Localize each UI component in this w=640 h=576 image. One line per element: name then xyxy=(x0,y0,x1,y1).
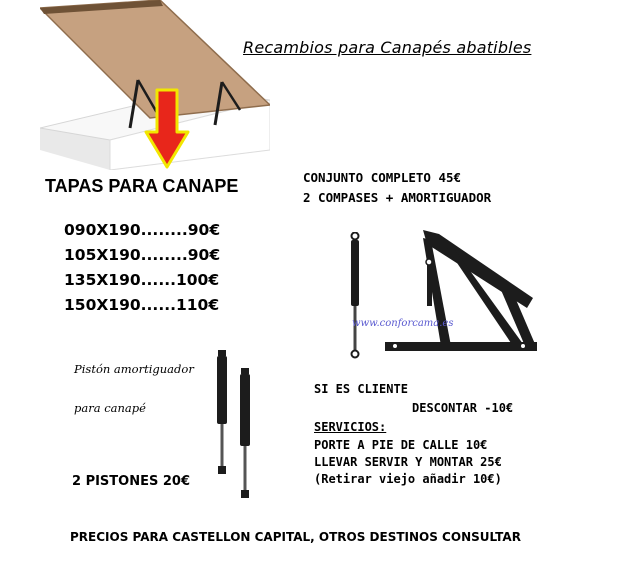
client-line-2: DESCONTAR -10€ xyxy=(412,401,514,415)
piston-right-icon xyxy=(236,368,254,500)
tapas-heading: TAPAS PARA CANAPE xyxy=(45,176,239,196)
down-arrow-icon xyxy=(144,88,190,170)
footer-note: PRECIOS PARA CASTELLON CAPITAL, OTROS DESTINOS CONSULTAR xyxy=(70,530,521,544)
service-item: (Retirar viejo añadir 10€) xyxy=(314,472,502,486)
price-item: 135X190......100€ xyxy=(64,271,220,289)
price-item: 090X190........90€ xyxy=(64,221,221,239)
kit-info xyxy=(303,168,491,208)
pistons-price: 2 PISTONES 20€ xyxy=(72,474,191,489)
piston-left-icon xyxy=(213,350,231,476)
services-heading: SERVICIOS: xyxy=(314,420,387,434)
price-item: 150X190......110€ xyxy=(64,296,220,314)
price-item: 105X190........90€ xyxy=(64,246,221,264)
watermark-text: www.conforcama.es xyxy=(352,318,454,329)
kit-line-1: CONJUNTO COMPLETO 45€ xyxy=(303,170,462,185)
kit-line-2: 2 COMPASES + AMORTIGUADOR xyxy=(303,190,492,205)
gas-strut-icon xyxy=(345,232,365,360)
client-line-1: SI ES CLIENTE xyxy=(314,382,408,396)
service-item: LLEVAR SERVIR Y MONTAR 25€ xyxy=(314,455,502,469)
piston-label: Pistón amortiguador xyxy=(74,362,194,376)
price-list xyxy=(64,218,220,318)
hinge-mechanism-icon xyxy=(383,228,543,356)
piston-sublabel: para canapé xyxy=(74,401,146,415)
service-item: PORTE A PIE DE CALLE 10€ xyxy=(314,438,488,452)
page-title: Recambios para Canapés abatibles xyxy=(243,38,532,57)
